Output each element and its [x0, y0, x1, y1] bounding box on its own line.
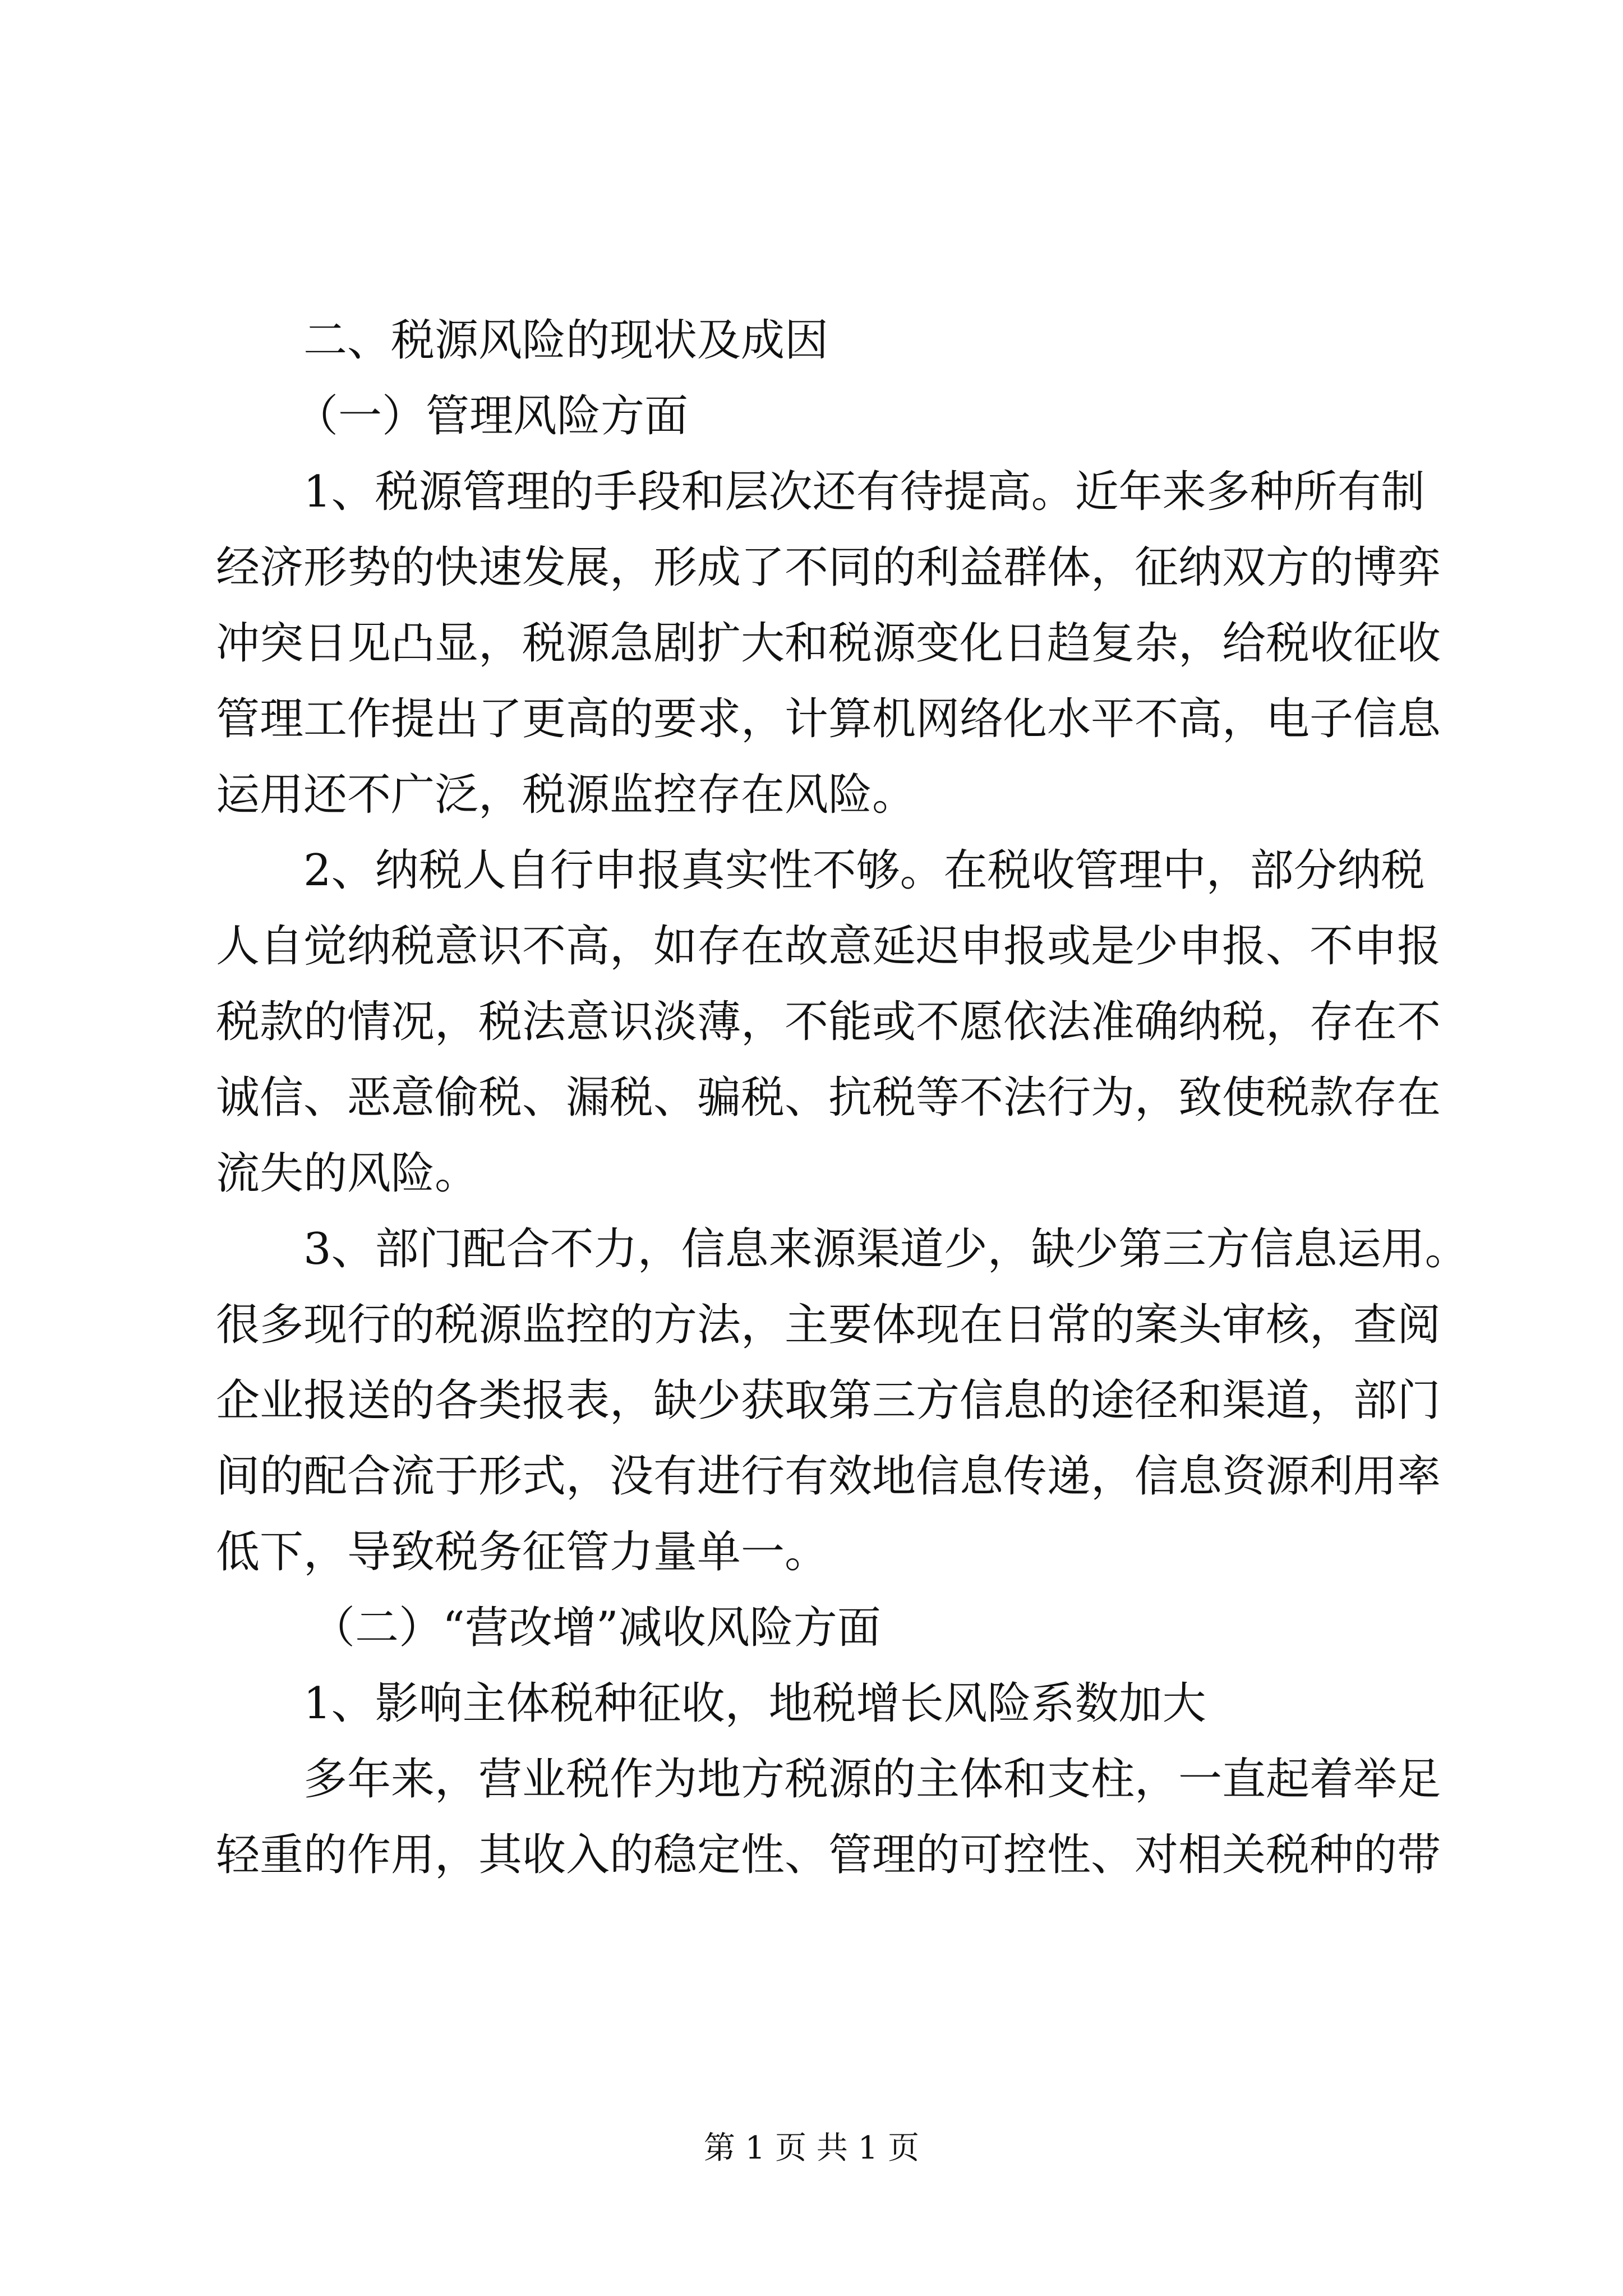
paragraph-line: 管理工作提出了更高的要求，计算机网络化水平不高，电子信息 — [216, 694, 1441, 744]
paragraph-line: 诚信、恶意偷税、漏税、骗税、抗税等不法行为，致使税款存在 — [216, 1073, 1441, 1123]
section-heading: 二、税源风险的现状及成因 — [303, 315, 829, 366]
paragraph-line: 经济形势的快速发展，形成了不同的利益群体，征纳双方的博弈 — [216, 542, 1441, 593]
paragraph-line: 多年来，营业税作为地方税源的主体和支柱，一直起着举足 — [303, 1754, 1441, 1805]
subsection-heading-management-risk: （一）管理风险方面 — [294, 391, 689, 441]
paragraph-line: 人自觉纳税意识不高，如存在故意延迟申报或是少申报、不申报 — [216, 921, 1441, 972]
paragraph-line: 低下，导致税务征管力量单一。 — [216, 1527, 829, 1577]
subsection-heading-vat-reform-risk: （二）“营改增”减收风险方面 — [311, 1603, 881, 1653]
paragraph-line: 很多现行的税源监控的方法，主要体现在日常的案头审核，查阅 — [216, 1300, 1441, 1350]
item-heading: 1、影响主体税种征收，地税增长风险系数加大 — [303, 1678, 1206, 1729]
paragraph-tax-source-management — [216, 454, 1441, 833]
document-body — [216, 303, 1469, 1893]
paragraph-business-tax — [216, 1742, 1441, 1893]
paragraph-line: 企业报送的各类报表，缺少获取第三方信息的途径和渠道，部门 — [216, 1375, 1441, 1426]
paragraph-line: 运用还不广泛，税源监控存在风险。 — [216, 770, 916, 820]
paragraph-line: 流失的风险。 — [216, 1148, 479, 1199]
paragraph-line: 轻重的作用，其收入的稳定性、管理的可控性、对相关税种的带 — [216, 1830, 1441, 1880]
paragraph-line: 3、部门配合不力，信息来源渠道少，缺少第三方信息运用。 — [303, 1224, 1469, 1274]
paragraph-department-cooperation — [216, 1212, 1469, 1590]
page-number-footer: 第 1 页 共 1 页 — [703, 2130, 920, 2166]
paragraph-line: 间的配合流于形式，没有进行有效地信息传递，信息资源利用率 — [216, 1451, 1441, 1502]
paragraph-line: 2、纳税人自行申报真实性不够。在税收管理中，部分纳税 — [303, 845, 1425, 896]
paragraph-self-declaration — [216, 833, 1441, 1212]
paragraph-line: 税款的情况，税法意识淡薄，不能或不愿依法准确纳税，存在不 — [216, 997, 1441, 1047]
paragraph-line: 1、税源管理的手段和层次还有待提高。近年来多种所有制 — [303, 467, 1425, 517]
paragraph-line: 冲突日见凸显，税源急剧扩大和税源变化日趋复杂，给税收征收 — [216, 618, 1441, 669]
